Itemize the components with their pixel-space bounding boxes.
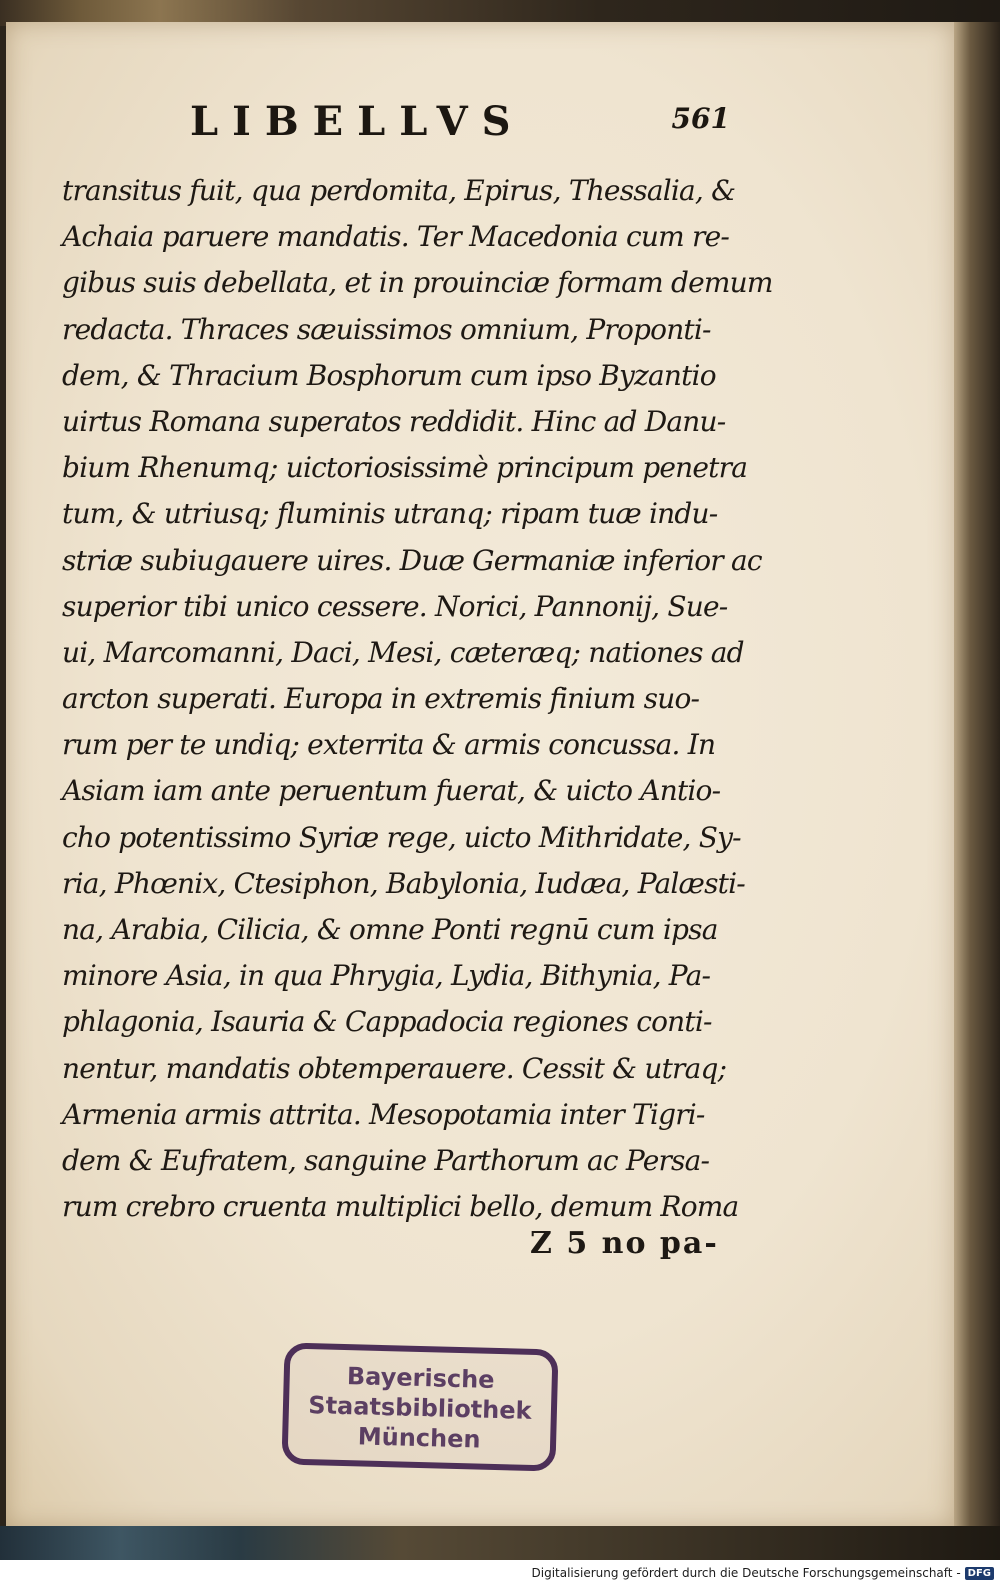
- library-stamp: [281, 1342, 558, 1471]
- text-line: ui, Marcomanni, Daci, Mesi, cæteræq; nationes ad: [62, 635, 744, 669]
- dfg-logo: DFG: [965, 1567, 994, 1580]
- signature-catchword: Z 5 no pa-: [530, 1226, 719, 1261]
- text-line: redacta. Thraces sæuissimos omnium, Proponti-: [62, 312, 711, 346]
- page-edge-right: [954, 22, 1000, 1528]
- text-line: Asiam iam ante peruentum fuerat, & uicto Antio-: [62, 774, 721, 808]
- text-line: ria, Phœnix, Ctesiphon, Babylonia, Iudæa, Palæsti-: [62, 866, 745, 900]
- text-line: Achaia paruere mandatis. Ter Macedonia cum re-: [62, 220, 730, 254]
- running-head: [180, 96, 740, 156]
- text-line: arcton superati. Europa in extremis finium suo-: [62, 682, 700, 716]
- text-line: na, Arabia, Cilicia, & omne Ponti regnū cum ipsa: [62, 913, 718, 946]
- book-binding-bottom: [0, 1526, 1000, 1560]
- text-line: dem & Eufratem, sanguine Parthorum ac Persa-: [62, 1143, 710, 1177]
- text-line: cho potentissimo Syriæ rege, uicto Mithridate, Sy-: [62, 820, 741, 854]
- text-line: minore Asia, in qua Phrygia, Lydia, Bithynia, Pa-: [62, 959, 711, 993]
- text-line: tum, & utriusq; fluminis utranq; ripam tuæ indu-: [62, 497, 718, 531]
- text-line: phlagonia, Isauria & Cappadocia regiones conti-: [62, 1005, 712, 1039]
- text-line: rum per te undiq; exterrita & armis concussa. In: [62, 728, 716, 762]
- stamp-line: München: [357, 1422, 481, 1454]
- text-line: transitus fuit, qua perdomita, Epirus, Thessalia, &: [62, 174, 736, 207]
- stamp-line: Bayerische: [346, 1362, 495, 1394]
- text-line: Armenia armis attrita. Mesopotamia inter Tigri-: [62, 1097, 705, 1131]
- page-number: 561: [671, 102, 730, 135]
- text-line: dem, & Thracium Bosphorum cum ipso Byzantio: [62, 358, 716, 392]
- body-text: [62, 168, 773, 1230]
- text-line: gibus suis debellata, et in prouinciæ formam demum: [62, 266, 773, 300]
- text-line: bium Rhenumq; uictoriosissimè principum penetra: [62, 451, 748, 485]
- stamp-line: Staatsbibliothek: [308, 1391, 532, 1425]
- text-line: rum crebro cruenta multiplici bello, demum Roma: [62, 1190, 739, 1224]
- text-line: uirtus Romana superatos reddidit. Hinc ad Danu-: [62, 404, 726, 438]
- text-line: striæ subiugauere uires. Duæ Germaniæ inferior ac: [62, 543, 762, 577]
- footer-credit: [532, 1563, 995, 1583]
- funding-credit-text: Digitalisierung gefördert durch die Deutsche Forschungsgemeinschaft -: [531, 1566, 961, 1580]
- text-line: superior tibi unico cessere. Norici, Pannonij, Sue-: [62, 589, 728, 623]
- text-line: nentur, mandatis obtemperauere. Cessit & utraq;: [62, 1051, 727, 1085]
- running-head-title: LIBELLVS: [190, 98, 525, 145]
